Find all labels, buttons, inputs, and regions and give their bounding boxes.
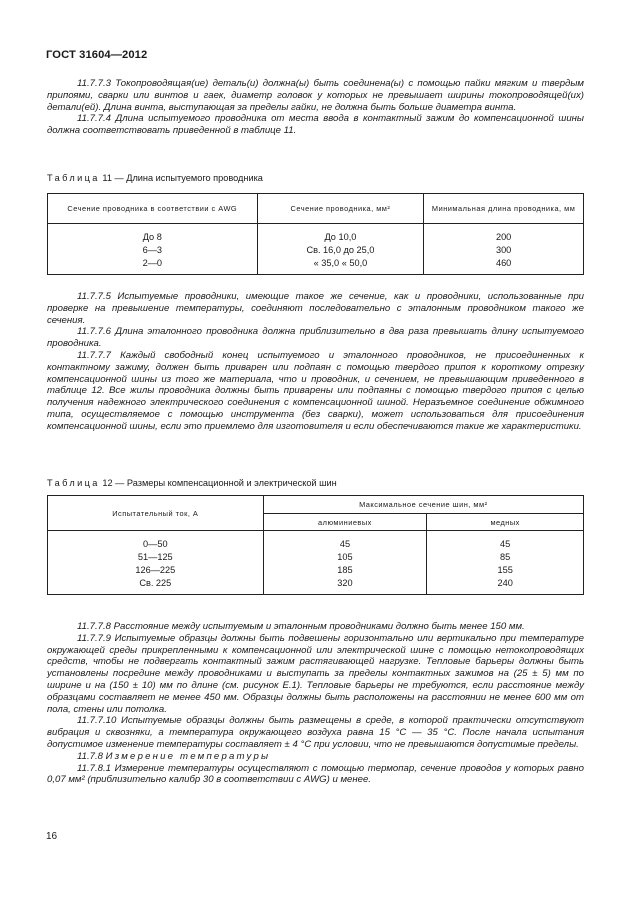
page-number: 16: [46, 831, 58, 842]
section-title: Измерение температуры: [105, 750, 271, 762]
table-11-header-section: Сечение проводника, мм²: [257, 194, 424, 224]
table-cell: 155: [427, 563, 584, 576]
table-12: [47, 495, 584, 595]
table-12-header-aluminium: алюминиевых: [263, 514, 427, 531]
table-11-caption-label: Таблица: [47, 173, 100, 183]
table-row: [48, 563, 584, 576]
table-11-header-awg: Сечение проводника в соответствии с AWG: [48, 194, 258, 224]
table-cell: 200: [424, 224, 584, 244]
table-row: [48, 256, 584, 275]
table-cell: Св. 16,0 до 25,0: [257, 243, 424, 256]
section-11773-11774: [47, 78, 584, 137]
paragraph-11774: 11.7.7.4 Длина испытуемого проводника от места ввода в контактный зажим до компенсационной шины должна соответствовать приведенной в таблице 11.: [47, 113, 584, 137]
table-row: [48, 576, 584, 595]
table-cell: 45: [263, 531, 427, 551]
table-cell: 51—125: [48, 550, 264, 563]
section-number: 11.7.8: [77, 750, 103, 762]
table-cell: 0—50: [48, 531, 264, 551]
table-cell: 240: [427, 576, 584, 595]
paragraph-11775: 11.7.7.5 Испытуемые проводники, имеющие такое же сечение, как и проводники, использованные при проверке на превышение температуры, соединяют последовательно с эталонным проводником такого же сечения.: [47, 291, 584, 326]
paragraph-117710: 11.7.7.10 Испытуемые образцы должны быть размещены в среде, в которой практически отсутствуют вибрация и сквозняки, а температура окружающего воздуха равна 15 °С — 35 °С. После начала испытания допустимое изменение температуры составляет ± 4 °С при условии, что не превышаются допустимые пределы.: [47, 715, 584, 750]
table-cell: 45: [427, 531, 584, 551]
table-11-caption: [47, 173, 263, 183]
section-11778-11781: [47, 621, 584, 786]
table-cell: 460: [424, 256, 584, 275]
table-row: [48, 243, 584, 256]
table-cell: 105: [263, 550, 427, 563]
document-header: ГОСТ 31604—2012: [46, 49, 148, 61]
table-cell: 320: [263, 576, 427, 595]
table-cell: До 8: [48, 224, 258, 244]
table-12-header-current: Испытательный ток, А: [48, 496, 264, 531]
table-cell: Св. 225: [48, 576, 264, 595]
table-cell: « 35,0 « 50,0: [257, 256, 424, 275]
paragraph-11781: 11.7.8.1 Измерение температуры осуществляют с помощью термопар, сечение проводов у которых равно 0,07 мм² (приблизительно калибр 30 в соответствии с AWG) и менее.: [47, 762, 584, 786]
table-11-caption-title: 11 — Длина испытуемого проводника: [102, 173, 263, 183]
paragraph-1178-heading: [47, 751, 584, 763]
section-11775-11777: [47, 291, 584, 433]
table-cell: До 10,0: [257, 224, 424, 244]
table-cell: 6—3: [48, 243, 258, 256]
table-12-caption-title: 12 — Размеры компенсационной и электрической шин: [102, 478, 337, 488]
paragraph-11778: 11.7.7.8 Расстояние между испытуемым и эталонным проводниками должно быть менее 150 мм.: [77, 621, 525, 632]
table-cell: 85: [427, 550, 584, 563]
table-row: [48, 224, 584, 244]
table-row: [48, 550, 584, 563]
table-12-caption: [47, 478, 337, 488]
table-cell: 300: [424, 243, 584, 256]
paragraph-11779: 11.7.7.9 Испытуемые образцы должны быть подвешены горизонтально или вертикально при температуре окружающей среды прикрепленными к компенсационной или электрической шине с помощью нетокопроводящих средств, чтобы не подвергать контактный зажим растягивающей нагрузке. Тепловые барьеры должны быть установлены посредине между проводниками и выступать за пределы контактных зажимов на (25 ± 5) мм по ширине и на (150 ± 10) мм по длине (см. рисунок Е.1). Тепловые барьеры не требуются, если расстояние между образцами составляет не менее 450 мм. Образцы должны быть расположены на расстоянии не менее 600 мм от пола, стены или потолка.: [47, 632, 584, 715]
table-cell: 126—225: [48, 563, 264, 576]
table-row: [48, 531, 584, 551]
table-cell: 185: [263, 563, 427, 576]
paragraph-11773: 11.7.7.3 Токопроводящая(ие) деталь(и) должна(ы) быть соединена(ы) с помощью пайки мягким и твердым припоями, сварки или винтов и гаек, диаметр головок у которых не превышает ширины токопроводящей(их) детали(ей). Длина винта, выступающая за пределы гайки, не должна быть больше диаметра винта.: [47, 78, 584, 113]
table-12-caption-label: Таблица: [47, 478, 100, 488]
paragraph-11776: 11.7.7.6 Длина эталонного проводника должна приблизительно в два раза превышать длину испытуемого проводника.: [47, 326, 584, 350]
table-11-header-length: Минимальная длина проводника, мм: [424, 194, 584, 224]
table-cell: 2—0: [48, 256, 258, 275]
paragraph-11777: 11.7.7.7 Каждый свободный конец испытуемого и эталонного проводников, не присоединенных к контактному зажиму, должен быть приварен или подпаян с помощью твердого припоя к короткому отрезку компенсационной шины из того же материала, что и проводник, и сечением, не превышающим приведенного в таблице 12. Все жилы проводника должны быть приварены или подпаяны с помощью твердого припоя с целью получения надежного электрического соединения с компенсационной шиной. Неразъемное соединение обжимного типа, осуществляемое с помощью инструмента (без сварки), может использоваться для присоединения компенсационной шины, если это приемлемо для изготовителя и если обеспечиваются такие же характеристики.: [47, 349, 584, 432]
table-12-header-copper: медных: [427, 514, 584, 531]
table-11: [47, 193, 584, 275]
table-12-header-max-section: Максимальное сечение шин, мм²: [263, 496, 583, 514]
